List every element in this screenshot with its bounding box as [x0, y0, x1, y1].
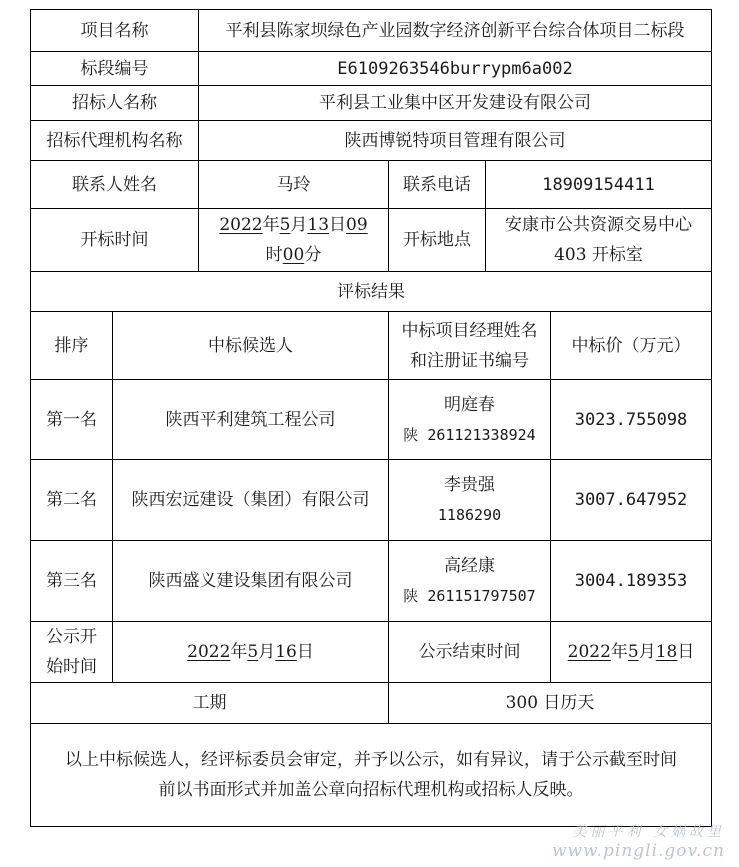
header-candidate: 中标候选人	[113, 312, 389, 380]
opening-time-value: 2022年5月13日09 时00分	[199, 209, 389, 272]
tenderer-value: 平利县工业集中区开发建设有限公司	[199, 86, 712, 121]
publicity-end-label: 公示结束时间	[389, 622, 551, 683]
tenderer-label: 招标人名称	[31, 86, 199, 121]
duration-label: 工期	[31, 683, 389, 724]
agent-value: 陕西博锐特项目管理有限公司	[199, 121, 712, 161]
row-contact	[31, 161, 712, 209]
rank-cell: 第二名	[31, 460, 113, 541]
row-opening	[31, 209, 712, 272]
manager-cell: 高经康 陕 261151797507	[389, 541, 551, 622]
candidate-cell: 陕西盛义建设集团有限公司	[113, 541, 389, 622]
site-watermark	[552, 821, 725, 861]
project-name-label: 项目名称	[31, 10, 199, 52]
duration-value: 300 日历天	[389, 683, 712, 724]
row-agent	[31, 121, 712, 161]
header-manager: 中标项目经理姓名 和注册证书编号	[389, 312, 551, 380]
row-section-code	[31, 52, 712, 86]
contact-value: 马玲	[199, 161, 389, 209]
row-results-title	[31, 272, 712, 312]
price-cell: 3004.189353	[551, 541, 712, 622]
row-publicity	[31, 622, 712, 683]
publicity-notice: 以上中标候选人，经评标委员会审定，并予以公示，如有异议，请于公示截至时间 前以书面形式并加盖公章向招标代理机构或招标人反映。	[31, 724, 712, 827]
rank-cell: 第三名	[31, 541, 113, 622]
opening-place-label: 开标地点	[389, 209, 486, 272]
phone-label: 联系电话	[389, 161, 486, 209]
publicity-end-date: 2022年5月18日	[551, 622, 712, 683]
candidate-cell: 陕西平利建筑工程公司	[113, 380, 389, 460]
rank-cell: 第一名	[31, 380, 113, 460]
results-section-title: 评标结果	[31, 272, 712, 312]
price-cell: 3007.647952	[551, 460, 712, 541]
open-month: 5	[279, 215, 291, 235]
publicity-start-label: 公示开 始时间	[31, 622, 113, 683]
table-row	[31, 460, 712, 541]
open-hour: 09	[346, 215, 368, 235]
agent-label: 招标代理机构名称	[31, 121, 199, 161]
row-project-name	[31, 10, 712, 52]
project-name-value: 平利县陈家坝绿色产业园数字经济创新平台综合体项目二标段	[199, 10, 712, 52]
contact-label: 联系人姓名	[31, 161, 199, 209]
row-notice	[31, 724, 712, 827]
row-tenderer	[31, 86, 712, 121]
section-code-label: 标段编号	[31, 52, 199, 86]
opening-place-value: 安康市公共资源交易中心 403 开标室	[486, 209, 712, 272]
section-code-value: E6109263546burrypm6a002	[199, 52, 712, 86]
row-duration	[31, 683, 712, 724]
open-minute: 00	[282, 245, 305, 265]
open-day: 13	[307, 215, 330, 235]
header-rank: 排序	[31, 312, 113, 380]
manager-cell: 明庭春 陕 261121338924	[389, 380, 551, 460]
results-header-row	[31, 312, 712, 380]
watermark-url: www.pingli.gov.cn	[551, 841, 725, 861]
watermark-slogan: 美丽平利 女娲故里	[572, 824, 725, 840]
candidate-cell: 陕西宏远建设（集团）有限公司	[113, 460, 389, 541]
opening-time-label: 开标时间	[31, 209, 199, 272]
bid-result-table	[30, 9, 712, 827]
phone-value: 18909154411	[486, 161, 712, 209]
open-year: 2022	[219, 215, 263, 235]
table-row	[31, 541, 712, 622]
header-price: 中标价（万元）	[551, 312, 712, 380]
publicity-start-date: 2022年5月16日	[113, 622, 389, 683]
manager-cell: 李贵强 1186290	[389, 460, 551, 541]
table-row	[31, 380, 712, 460]
price-cell: 3023.755098	[551, 380, 712, 460]
